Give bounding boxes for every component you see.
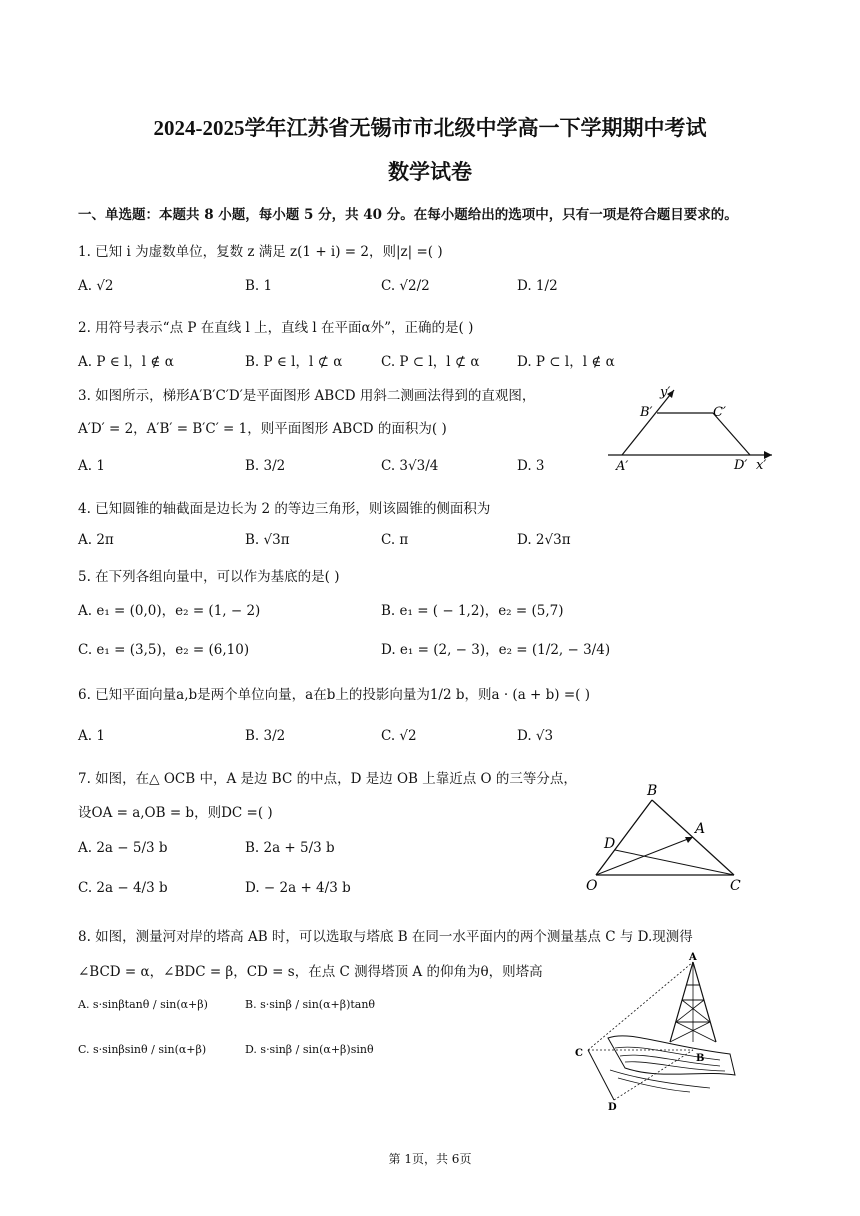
q8-stem: 8. 如图，测量河对岸的塔高 AB 时，可以选取与塔底 B 在同一水平面内的两个测量基点 C 与 D.现测得 — [78, 929, 693, 945]
q3-option-b: B. 3/2 — [245, 458, 286, 474]
q6-stem: 6. 已知平面向量a,b是两个单位向量，a在b上的投影向量为1/2 b，则a · (a + b) =( ) — [78, 687, 590, 703]
section-heading: 一、单选题：本题共 8 小题，每小题 5 分，共 40 分。在每小题给出的选项中，只有一项是符合题目要求的。 — [78, 207, 738, 223]
fig3-label-x: x′ — [756, 458, 767, 473]
q6-option-a: A. 1 — [78, 728, 105, 744]
q4-option-d: D. 2√3π — [517, 532, 571, 548]
q7-stem: 7. 如图，在△ OCB 中，A 是边 BC 的中点，D 是边 OB 上靠近点 O 的三等分点， — [78, 771, 577, 787]
q4-option-a: A. 2π — [78, 532, 114, 548]
q2-option-a: A. P ∈ l，l ∉ α — [78, 354, 174, 370]
fig7-label-a: A — [695, 821, 706, 837]
q7-option-b: B. 2a + 5/3 b — [245, 840, 335, 856]
q8-tower-figure — [570, 950, 750, 1115]
q7-triangle-figure — [582, 780, 752, 895]
fig7-label-o: O — [586, 878, 598, 894]
q3-option-d: D. 3 — [517, 458, 545, 474]
q1-option-b: B. 1 — [245, 278, 273, 294]
q1-stem: 1. 已知 i 为虚数单位，复数 z 满足 z(1 + i) = 2，则|z| =( ) — [78, 244, 443, 260]
q2-option-b: B. P ∈ l，l ⊄ α — [245, 354, 343, 370]
q8-option-d: D. s·sinβ / sin(α+β)sinθ — [245, 1043, 374, 1056]
q3-stem-2: A′D′ = 2，A′B′ = B′C′ = 1，则平面图形 ABCD 的面积为( ) — [78, 421, 447, 437]
page-footer: 第 1页，共 6页 — [388, 1152, 472, 1166]
q8-option-b: B. s·sinβ / sin(α+β)tanθ — [245, 998, 376, 1011]
q8-stem-2: ∠BCD = α，∠BDC = β，CD = s，在点 C 测得塔顶 A 的仰角为θ，则塔高 — [78, 964, 543, 980]
fig3-label-d: D′ — [734, 458, 748, 473]
fig8-label-c: C — [575, 1048, 583, 1059]
fig8-label-d: D — [608, 1102, 617, 1113]
fig3-label-a: A′ — [616, 459, 629, 474]
fig7-label-d: D — [604, 836, 616, 852]
fig3-label-b: B′ — [640, 405, 653, 420]
q5-option-c: C. e₁ = (3,5)，e₂ = (6,10) — [78, 642, 250, 658]
q5-option-b: B. e₁ = ( − 1,2)，e₂ = (5,7) — [381, 603, 564, 619]
q3-trapezoid-figure — [600, 378, 780, 474]
q5-option-d: D. e₁ = (2, − 3)，e₂ = (1/2, − 3/4) — [381, 642, 611, 658]
q6-option-c: C. √2 — [381, 728, 417, 744]
q7-option-d: D. − 2a + 4/3 b — [245, 880, 351, 896]
q7-stem-2: 设OA = a,OB = b，则DC =( ) — [78, 805, 273, 821]
q5-option-a: A. e₁ = (0,0)，e₂ = (1, − 2) — [78, 603, 261, 619]
q3-option-c: C. 3√3/4 — [381, 458, 439, 474]
q3-option-a: A. 1 — [78, 458, 105, 474]
q5-stem: 5. 在下列各组向量中，可以作为基底的是( ) — [78, 569, 340, 585]
fig8-label-b: B — [696, 1053, 705, 1064]
fig3-label-c: C′ — [713, 405, 726, 420]
q4-option-c: C. π — [381, 532, 409, 548]
q8-option-a: A. s·sinβtanθ / sin(α+β) — [78, 998, 208, 1011]
q2-option-c: C. P ⊂ l，l ⊄ α — [381, 354, 480, 370]
fig3-label-y: y′ — [660, 385, 671, 400]
exam-subtitle: 数学试卷 — [388, 160, 472, 184]
q1-option-a: A. √2 — [78, 278, 114, 294]
q1-option-c: C. √2/2 — [381, 278, 430, 294]
q8-option-c: C. s·sinβsinθ / sin(α+β) — [78, 1043, 207, 1056]
fig7-label-b: B — [647, 783, 658, 799]
q6-option-b: B. 3/2 — [245, 728, 286, 744]
fig7-label-c: C — [730, 878, 741, 894]
exam-title: 2024-2025学年江苏省无锡市市北级中学高一下学期期中考试 — [153, 116, 707, 140]
q6-option-d: D. √3 — [517, 728, 554, 744]
q4-stem: 4. 已知圆锥的轴截面是边长为 2 的等边三角形，则该圆锥的侧面积为 — [78, 501, 491, 517]
q7-option-a: A. 2a − 5/3 b — [78, 840, 168, 856]
q1-option-d: D. 1/2 — [517, 278, 558, 294]
q4-option-b: B. √3π — [245, 532, 290, 548]
q2-stem: 2. 用符号表示“点 P 在直线 l 上，直线 l 在平面α外”，正确的是( ) — [78, 320, 474, 336]
q7-option-c: C. 2a − 4/3 b — [78, 880, 168, 896]
fig8-label-a: A — [689, 952, 697, 963]
q2-option-d: D. P ⊂ l，l ∉ α — [517, 354, 615, 370]
q3-stem: 3. 如图所示，梯形A′B′C′D′是平面图形 ABCD 用斜二测画法得到的直观图， — [78, 388, 536, 404]
